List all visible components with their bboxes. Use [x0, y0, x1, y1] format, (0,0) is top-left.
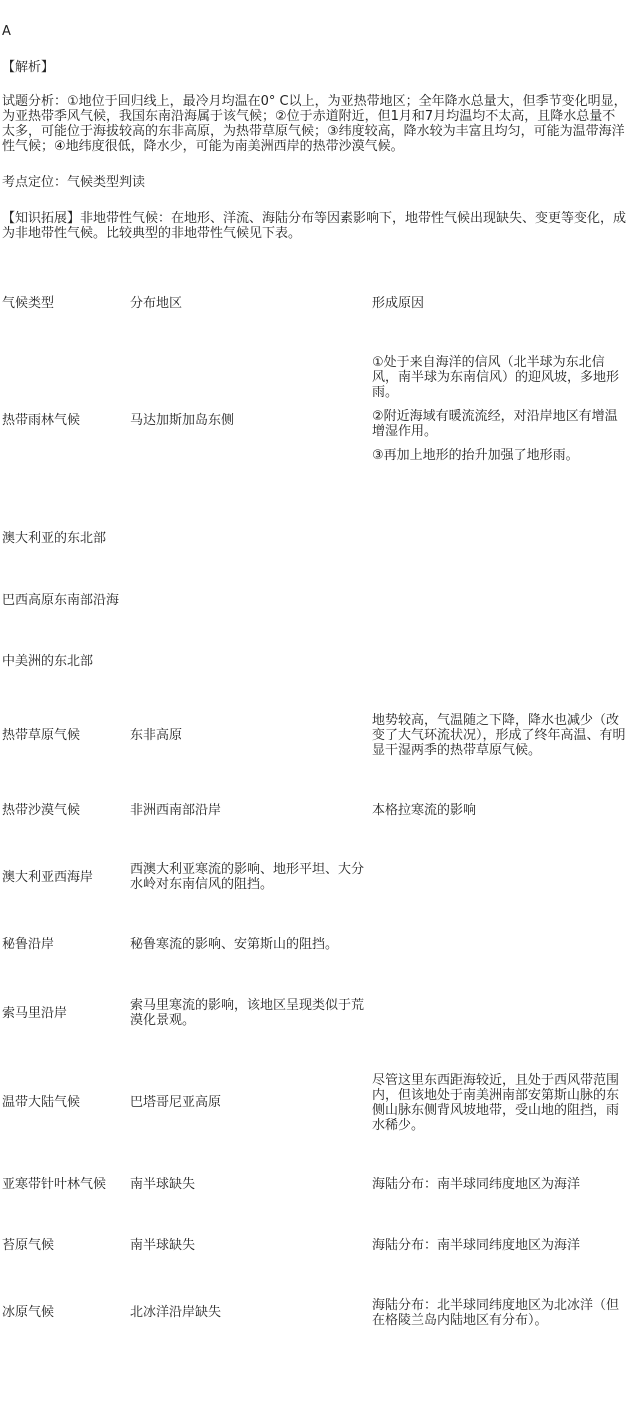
table-row-reason: 海陆分布：南半球同纬度地区为海洋 — [372, 1177, 581, 1192]
table-row-region: 南半球缺失 — [130, 1177, 196, 1192]
table-row-region: 澳大利亚西海岸 — [2, 870, 94, 885]
table-row-region: 中美洲的东北部 — [2, 654, 94, 669]
table-row-type: 热带沙漠气候 — [2, 803, 81, 818]
section-label: 【解析】 — [2, 60, 55, 75]
keypoint-text: 考点定位：气候类型判读 — [2, 175, 146, 190]
table-row-reason: 地势较高，气温随之下降，降水也减少（改变了大气环流状况），形成了终年高温、有明显干湿两季的热带草原气候。 — [372, 713, 626, 758]
table-header-region: 分布地区 — [130, 296, 183, 311]
table-row-reason: 本格拉寒流的影响 — [372, 803, 477, 818]
answer-text: A — [2, 24, 11, 39]
reason-item: ②附近海域有暖流流经，对沿岸地区有增温增湿作用。 — [372, 409, 618, 439]
table-row-type: 亚寒带针叶林气候 — [2, 1177, 107, 1192]
table-row-type: 苔原气候 — [2, 1238, 55, 1253]
table-row-reason: 尽管这里东西距海较近，且处于西风带范围内，但该地处于南美洲南部安第斯山脉的东侧山脉东侧背风坡地带，受山地的阻挡，雨水稀少。 — [372, 1073, 620, 1133]
table-row-region: 澳大利亚的东北部 — [2, 531, 107, 546]
reason-item: ①处于来自海洋的信风（北半球为东北信风，南半球为东南信风）的迎风坡，多地形雨。 — [372, 355, 620, 400]
table-row-region: 秘鲁沿岸 — [2, 937, 55, 952]
table-row-type: 热带雨林气候 — [2, 413, 81, 428]
knowledge-paragraph: 【知识拓展】非地带性气候：在地形、洋流、海陆分布等因素影响下，地带性气候出现缺失、变更等变化，成为非地带性气候。比较典型的非地带性气候见下表。 — [2, 211, 627, 241]
table-row-reason: 秘鲁寒流的影响、安第斯山的阻挡。 — [130, 937, 339, 952]
table-header-reason: 形成原因 — [372, 296, 425, 311]
table-row-region: 非洲西南部沿岸 — [130, 803, 222, 818]
table-row-reason — [372, 355, 626, 472]
table-row-type: 温带大陆气候 — [2, 1095, 81, 1110]
table-row-region: 南半球缺失 — [130, 1238, 196, 1253]
table-row-region: 索马里沿岸 — [2, 1006, 68, 1021]
table-row-reason: 西澳大利亚寒流的影响、地形平坦、大分水岭对东南信风的阻挡。 — [130, 862, 365, 892]
table-row-type: 热带草原气候 — [2, 728, 81, 743]
table-row-reason: 海陆分布：北半球同纬度地区为北冰洋（但在格陵兰岛内陆地区有分布）。 — [372, 1298, 620, 1328]
table-header-type: 气候类型 — [2, 296, 55, 311]
table-row-region: 巴西高原东南部沿海 — [2, 593, 120, 608]
table-row-region: 北冰洋沿岸缺失 — [130, 1305, 222, 1320]
reason-item: ③再加上地形的抬升加强了地形雨。 — [372, 448, 579, 463]
table-row-region: 巴塔哥尼亚高原 — [130, 1095, 222, 1110]
table-row-reason: 海陆分布：南半球同纬度地区为海洋 — [372, 1238, 581, 1253]
table-row-reason: 索马里寒流的影响，该地区呈现类似于荒漠化景观。 — [130, 998, 365, 1028]
table-row-region: 东非高原 — [130, 728, 183, 743]
table-row-type: 冰原气候 — [2, 1305, 55, 1320]
table-row-region: 马达加斯加岛东侧 — [130, 413, 235, 428]
analysis-paragraph: 试题分析：①地位于回归线上，最冷月均温在0° C以上，为亚热带地区；全年降水总量大，但季节变化明显，为亚热带季风气候，我国东南沿海属于该气候；②位于赤道附近，但1月和7月均温均不太高，且降水总量不太多，可能位于海拔较高的东非高原，为热带草原气候；③纬度较高，降水较为丰富且均匀，可能为温带海洋性气候；④地纬度很低，降水少，可能为南美洲西岸的热带沙漠气候。 — [2, 94, 627, 154]
